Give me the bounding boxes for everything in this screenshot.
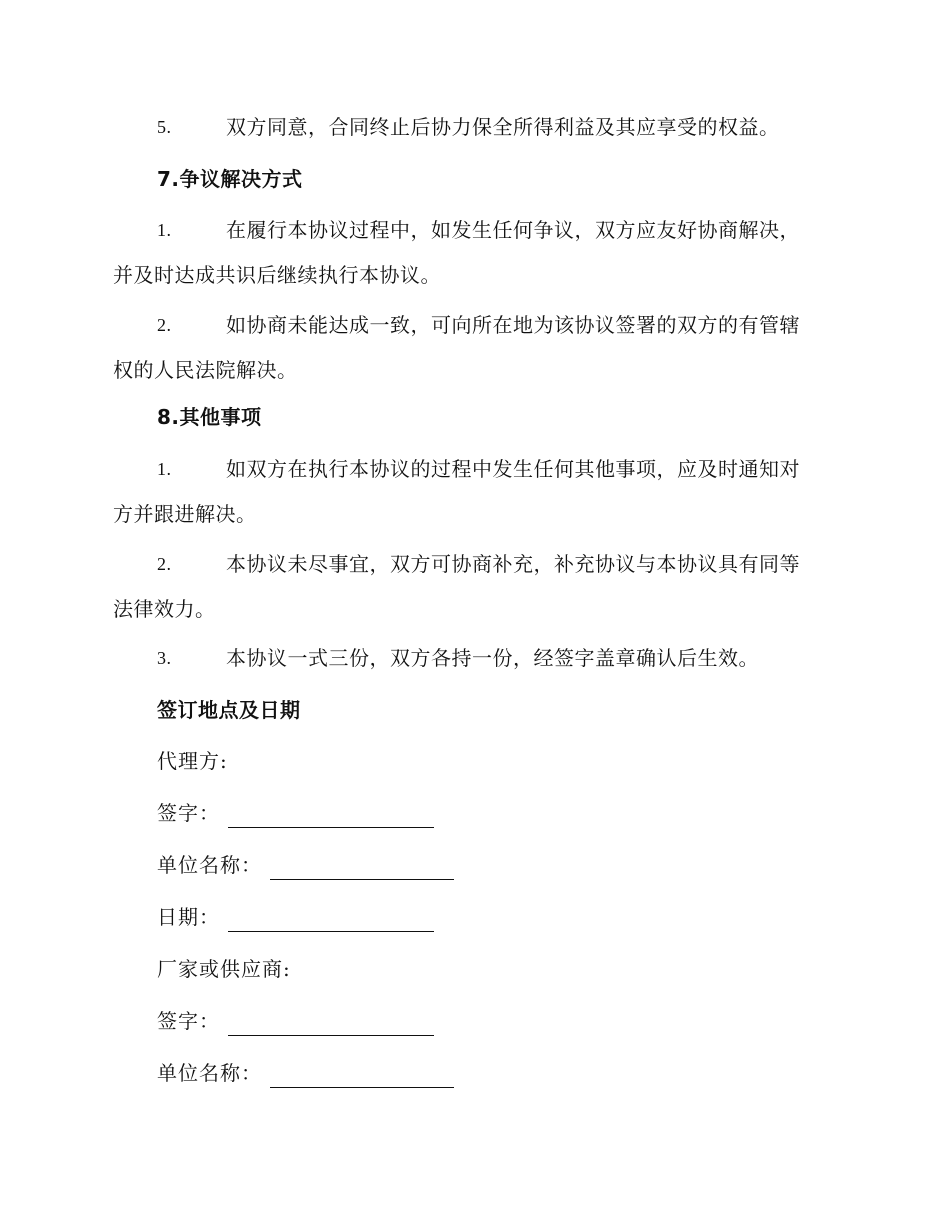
signature-label: 签字： bbox=[157, 1009, 220, 1033]
company-name-blank-line[interactable] bbox=[270, 857, 454, 880]
clause-text-line2: 权的人民法院解决。 bbox=[113, 358, 298, 382]
clause-number: 5. bbox=[157, 117, 172, 137]
agent-company-field bbox=[157, 850, 454, 880]
clause-text-line1: 本协议一式三份，双方各持一份，经签字盖章确认后生效。 bbox=[226, 646, 759, 670]
clause-text-line2: 法律效力。 bbox=[113, 597, 216, 621]
clause-text-line2: 方并跟进解决。 bbox=[113, 502, 257, 526]
supplier-signature-field bbox=[157, 1006, 434, 1036]
signature-blank-line[interactable] bbox=[228, 1013, 434, 1036]
clause-number: 2. bbox=[157, 554, 172, 574]
clause-7-2 bbox=[113, 303, 833, 393]
date-blank-line[interactable] bbox=[228, 909, 434, 932]
supplier-company-field bbox=[157, 1058, 454, 1088]
clause-8-3 bbox=[113, 636, 833, 681]
company-name-blank-line[interactable] bbox=[270, 1065, 454, 1088]
signing-heading: 签订地点及日期 bbox=[157, 698, 301, 722]
date-label: 日期： bbox=[157, 905, 220, 929]
clause-text-line1: 在履行本协议过程中，如发生任何争议，双方应友好协商解决， bbox=[226, 218, 800, 242]
signature-blank-line[interactable] bbox=[228, 805, 434, 828]
clause-text-line2: 并及时达成共识后继续执行本协议。 bbox=[113, 263, 441, 287]
clause-7-1 bbox=[113, 208, 833, 298]
supplier-party-label: 厂家或供应商: bbox=[157, 957, 291, 981]
clause-number: 2. bbox=[157, 315, 172, 335]
agent-date-field bbox=[157, 902, 434, 932]
clause-8-2 bbox=[113, 542, 833, 632]
clause-text-line1: 如双方在执行本协议的过程中发生任何其他事项，应及时通知对 bbox=[226, 457, 800, 481]
clause-6-5 bbox=[113, 105, 833, 150]
company-name-label: 单位名称： bbox=[157, 1061, 262, 1085]
clause-number: 1. bbox=[157, 220, 172, 240]
company-name-label: 单位名称： bbox=[157, 853, 262, 877]
clause-number: 1. bbox=[157, 459, 172, 479]
signature-label: 签字： bbox=[157, 801, 220, 825]
section-7-heading: 7.争议解决方式 bbox=[157, 167, 303, 191]
agent-signature-field bbox=[157, 798, 434, 828]
clause-text-line1: 本协议未尽事宜，双方可协商补充，补充协议与本协议具有同等 bbox=[226, 552, 800, 576]
clause-text-line1: 如协商未能达成一致，可向所在地为该协议签署的双方的有管辖 bbox=[226, 313, 800, 337]
clause-text-line1: 双方同意，合同终止后协力保全所得利益及其应享受的权益。 bbox=[226, 115, 780, 139]
clause-8-1 bbox=[113, 447, 833, 537]
clause-number: 3. bbox=[157, 648, 172, 668]
agent-party-label: 代理方: bbox=[157, 749, 228, 773]
section-8-heading: 8.其他事项 bbox=[157, 405, 262, 429]
